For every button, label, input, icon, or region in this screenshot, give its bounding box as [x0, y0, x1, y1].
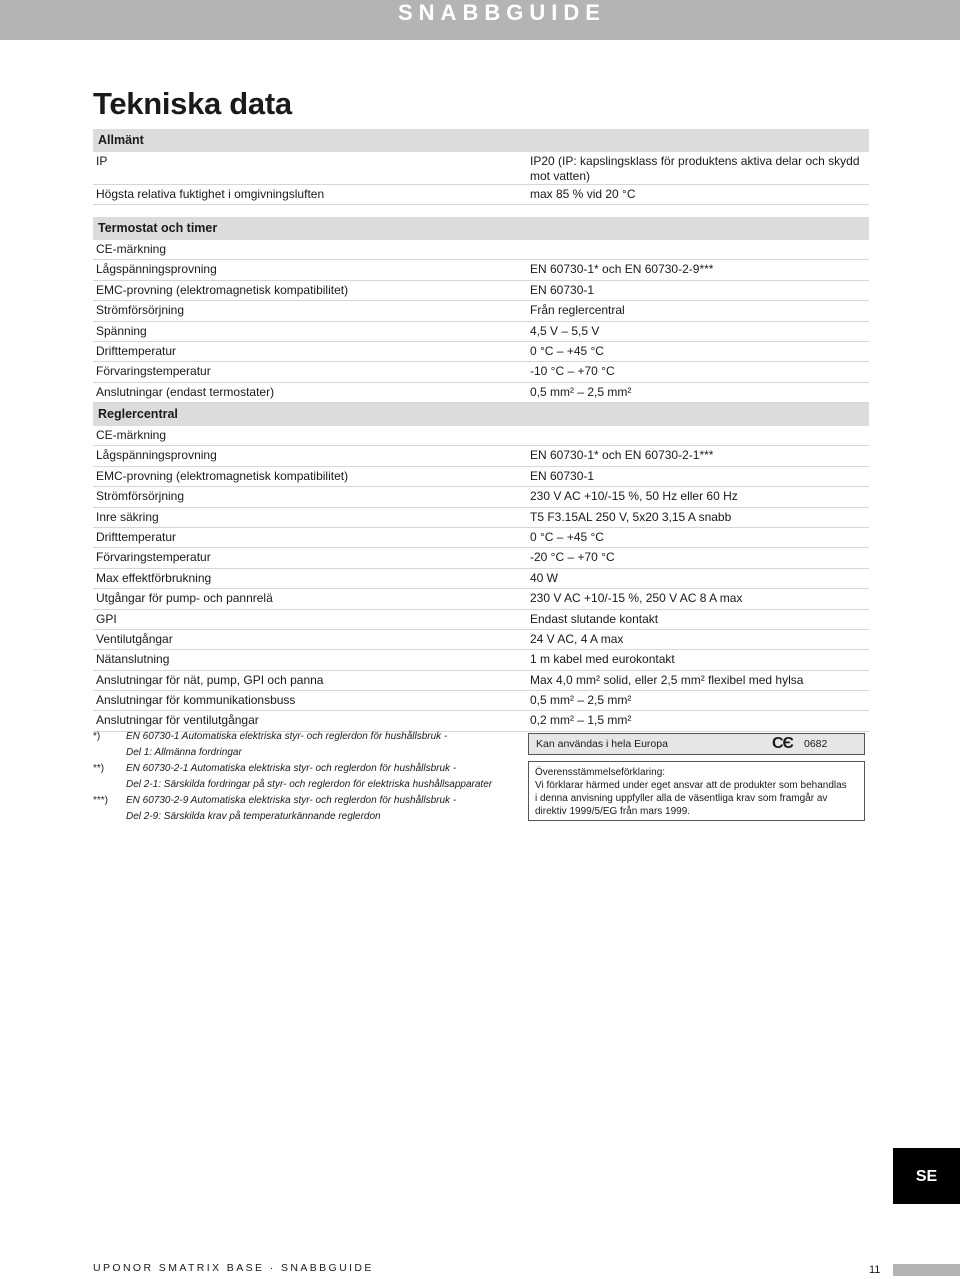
- row-value: max 85 % vid 20 °C: [530, 187, 636, 201]
- row-value: Endast slutande kontakt: [530, 611, 659, 626]
- table-row: [93, 383, 869, 403]
- footnote-mark: *): [93, 731, 101, 742]
- table-row: [93, 467, 869, 487]
- row-label: Ventilutgångar: [96, 631, 173, 646]
- row-label: Lågspänningsprovning: [96, 262, 217, 277]
- row-label: Inre säkring: [96, 509, 159, 524]
- table-row: [93, 671, 869, 691]
- table-row: [93, 569, 869, 589]
- table-row: [93, 281, 869, 301]
- header-bar: [0, 0, 960, 40]
- row-label: Nätanslutning: [96, 652, 170, 667]
- row-label: Anslutningar (endast termostater): [96, 384, 275, 399]
- table-row: [93, 301, 869, 321]
- row-label: Förvaringstemperatur: [96, 550, 211, 565]
- header-title: SNABBGUIDE: [398, 0, 606, 25]
- row-label: Strömförsörjning: [96, 303, 185, 318]
- table-row: [93, 650, 869, 670]
- row-label: EMC-provning (elektromagnetisk kompatibilitet): [96, 282, 349, 297]
- footnote-subtext: Del 1: Allmänna fordringar: [126, 747, 242, 758]
- row-value: 0,5 mm² – 2,5 mm²: [530, 693, 632, 708]
- row-label: Max effektförbrukning: [96, 570, 212, 585]
- row-value: T5 F3.15AL 250 V, 5x20 3,15 A snabb: [530, 509, 732, 524]
- table-row: [93, 260, 869, 280]
- row-value: IP20 (IP: kapslingsklass för produktens aktiva delar och skydd mot vatten): [530, 154, 860, 183]
- row-label: Strömförsörjning: [96, 489, 185, 504]
- table-row: [93, 342, 869, 362]
- row-value: -10 °C – +70 °C: [530, 364, 615, 379]
- footnote-text: EN 60730-1 Automatiska elektriska styr- och reglerdon för hushållsbruk -: [126, 731, 448, 742]
- table-row: [93, 589, 869, 609]
- table-row: [93, 446, 869, 466]
- footnote-text: EN 60730-2-9 Automatiska elektriska styr- och reglerdon för hushållsbruk -: [126, 795, 457, 806]
- row-value: 40 W: [530, 570, 559, 585]
- section-controller: [93, 403, 869, 732]
- row-label: Anslutningar för nät, pump, GPI och panna: [96, 672, 324, 687]
- row-value: Max 4,0 mm² solid, eller 2,5 mm² flexibel med hylsa: [530, 672, 804, 687]
- footnotes: [93, 729, 513, 825]
- row-value: 230 V AC +10/-15 %, 50 Hz eller 60 Hz: [530, 489, 738, 504]
- row-label: Anslutningar för kommunikationsbuss: [96, 693, 296, 708]
- row-label: IP: [96, 154, 108, 168]
- declaration-line: Vi förklarar härmed under eget ansvar att de produkter som behandlas: [535, 780, 847, 791]
- footnote: [93, 761, 513, 793]
- row-label: Drifttemperatur: [96, 343, 177, 358]
- row-label: Utgångar för pump- och pannrelä: [96, 591, 273, 606]
- row-value: EN 60730-1: [530, 282, 595, 297]
- table-row: [93, 152, 869, 185]
- row-label: EMC-provning (elektromagnetisk kompatibilitet): [96, 468, 349, 483]
- section-title: Termostat och timer: [93, 217, 869, 240]
- table-row: [93, 487, 869, 507]
- row-label: Lågspänningsprovning: [96, 448, 217, 463]
- row-label: Högsta relativa fuktighet i omgivningsluften: [96, 187, 325, 201]
- language-badge: SE: [893, 1148, 960, 1204]
- table-row: [93, 185, 869, 205]
- table-row: [93, 362, 869, 382]
- footnote-text: EN 60730-2-1 Automatiska elektriska styr- och reglerdon för hushållsbruk -: [126, 763, 457, 774]
- row-value: 0,2 mm² – 1,5 mm²: [530, 713, 632, 728]
- page-title: Tekniska data: [93, 86, 292, 121]
- notified-body-number: 0682: [804, 738, 828, 750]
- row-label: Anslutningar för ventilutgångar: [96, 713, 259, 728]
- declaration-line: i denna anvisning uppfyller alla de väsentliga krav som framgår av: [535, 793, 828, 804]
- section-general: [93, 129, 869, 205]
- row-label: CE-märkning: [96, 428, 167, 442]
- table-row: [93, 630, 869, 650]
- table-row: [93, 528, 869, 548]
- page-number: 11: [869, 1264, 881, 1276]
- eu-usage-text: Kan användas i hela Europa: [536, 738, 668, 750]
- declaration-title: Överensstämmelseförklaring:: [535, 767, 666, 778]
- ce-mark-icon: CЄ: [772, 735, 793, 752]
- table-row: [93, 322, 869, 342]
- eu-usage-box: [528, 733, 865, 755]
- row-value: 4,5 V – 5,5 V: [530, 323, 600, 338]
- page-bar: [893, 1264, 960, 1276]
- footnote-subtext: Del 2-9: Särskilda krav på temperaturkännande reglerdon: [126, 811, 381, 822]
- table-row: [93, 610, 869, 630]
- row-value: -20 °C – +70 °C: [530, 550, 615, 565]
- row-value: 0,5 mm² – 2,5 mm²: [530, 384, 632, 399]
- row-value: 230 V AC +10/-15 %, 250 V AC 8 A max: [530, 591, 743, 606]
- row-value: 0 °C – +45 °C: [530, 343, 604, 358]
- row-label: Förvaringstemperatur: [96, 364, 211, 379]
- row-value: 0 °C – +45 °C: [530, 529, 604, 544]
- row-value: Från reglercentral: [530, 303, 625, 318]
- row-value: 24 V AC, 4 A max: [530, 631, 624, 646]
- footnote: [93, 729, 513, 761]
- table-row: [93, 691, 869, 711]
- footnote-mark: **): [93, 763, 105, 774]
- table-row: [93, 508, 869, 528]
- footnote: [93, 793, 513, 825]
- table-row: [93, 548, 869, 568]
- row-value: EN 60730-1* och EN 60730-2-9***: [530, 262, 714, 277]
- row-label: Spänning: [96, 323, 147, 338]
- row-value: EN 60730-1* och EN 60730-2-1***: [530, 448, 714, 463]
- section-title: Reglercentral: [93, 403, 869, 426]
- footnote-mark: ***): [93, 795, 109, 806]
- section-title: Allmänt: [93, 129, 869, 152]
- row-label: GPI: [96, 611, 117, 626]
- table-row: [93, 426, 869, 446]
- row-value: 1 m kabel med eurokontakt: [530, 652, 675, 667]
- declaration-box: [528, 761, 865, 821]
- declaration-line: direktiv 1999/5/EG från mars 1999.: [535, 806, 691, 817]
- row-value: EN 60730-1: [530, 468, 595, 483]
- footer-text: UPONOR SMATRIX BASE · SNABBGUIDE: [93, 1262, 374, 1274]
- section-thermostat-timer: [93, 217, 869, 403]
- row-label: CE-märkning: [96, 242, 167, 256]
- table-row: [93, 240, 869, 260]
- footnote-subtext: Del 2-1: Särskilda fordringar på styr- och reglerdon för elektriska hushållsapparater: [126, 779, 493, 790]
- row-label: Drifttemperatur: [96, 529, 177, 544]
